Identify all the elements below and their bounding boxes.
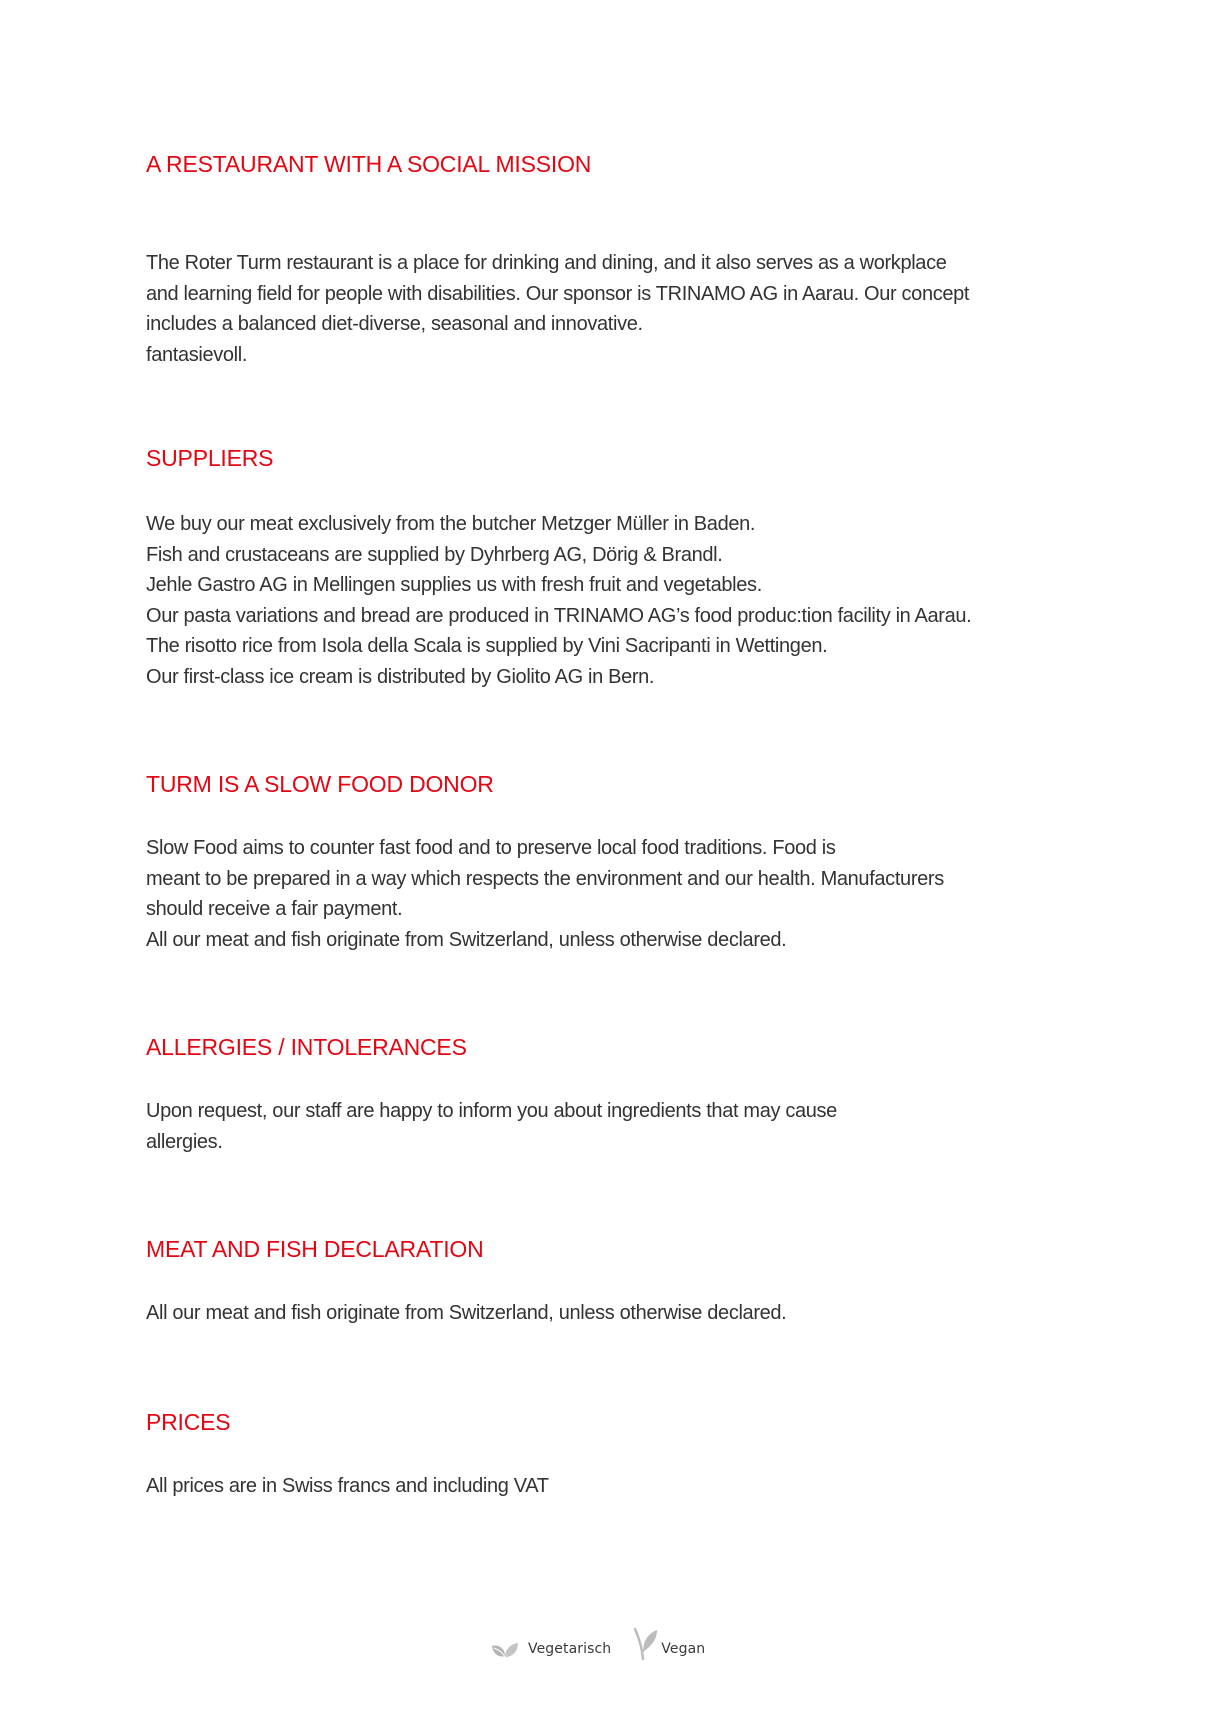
text-line: includes a balanced diet-diverse, seasonal and innovative. xyxy=(146,313,643,335)
text-line: Slow Food aims to counter fast food and to preserve local food traditions. Food is xyxy=(146,837,836,859)
legend-vegan xyxy=(633,1628,705,1660)
text-line: meant to be prepared in a way which respects the environment and our health. Manufacturers xyxy=(146,867,944,890)
text-line: allergies. xyxy=(146,1130,223,1153)
heading-meat-fish: MEAT AND FISH DECLARATION xyxy=(146,1236,484,1262)
legend-vegetarian-label: Vegetarisch xyxy=(528,1641,612,1657)
text-line: should receive a fair payment. xyxy=(146,898,403,920)
vegan-sprout-icon xyxy=(633,1628,659,1660)
paragraph-social-mission xyxy=(146,248,1146,370)
legend-vegetarian xyxy=(490,1640,611,1660)
section-meat-fish xyxy=(146,1235,1146,1263)
diet-legend xyxy=(490,1626,727,1660)
text-line: We buy our meat exclusively from the butcher Metzger Müller in Baden. xyxy=(146,513,756,535)
section-slow-food xyxy=(146,770,1146,798)
section-prices xyxy=(146,1408,1146,1436)
text-line: fantasievoll. xyxy=(146,343,248,366)
paragraph-prices xyxy=(146,1471,1146,1502)
text-line: The Roter Turm restaurant is a place for drinking and dining, and it also serves as a workplace xyxy=(146,252,947,274)
legend-vegan-label: Vegan xyxy=(661,1641,706,1657)
text-line: The risotto rice from Isola della Scala is supplied by Vini Sacripanti in Wettingen. xyxy=(146,635,828,657)
text-line: Fish and crustaceans are supplied by Dyhrberg AG, Dörig & Brandl. xyxy=(146,543,723,566)
paragraph-suppliers xyxy=(146,509,1146,692)
heading-social-mission: A RESTAURANT WITH A SOCIAL MISSION xyxy=(146,151,592,177)
heading-prices: PRICES xyxy=(146,1409,231,1435)
heading-suppliers: SUPPLIERS xyxy=(146,445,274,471)
text-line: and learning field for people with disabilities. Our sponsor is TRINAMO AG in Aarau. Our concept xyxy=(146,282,970,305)
paragraph-allergies xyxy=(146,1096,1146,1157)
text-line: Jehle Gastro AG in Mellingen supplies us with fresh fruit and vegetables. xyxy=(146,574,762,596)
section-suppliers xyxy=(146,444,1146,472)
heading-slow-food: TURM IS A SLOW FOOD DONOR xyxy=(146,771,494,797)
vegetarian-leaf-icon xyxy=(490,1642,520,1660)
section-social-mission xyxy=(146,150,1146,178)
text-line: Upon request, our staff are happy to inform you about ingredients that may cause xyxy=(146,1100,837,1122)
text-line: All our meat and fish originate from Switzerland, unless otherwise declared. xyxy=(146,928,787,951)
paragraph-meat-fish xyxy=(146,1298,1146,1329)
text-line: Our first-class ice cream is distributed by Giolito AG in Bern. xyxy=(146,665,655,688)
paragraph-slow-food xyxy=(146,833,1146,955)
text-line: All our meat and fish originate from Switzerland, unless otherwise declared. xyxy=(146,1302,787,1324)
text-line: All prices are in Swiss francs and including VAT xyxy=(146,1475,549,1497)
section-allergies xyxy=(146,1033,1146,1061)
text-line: Our pasta variations and bread are produced in TRINAMO AG’s food produc:tion facility in Aarau. xyxy=(146,604,972,627)
heading-allergies: ALLERGIES / INTOLERANCES xyxy=(146,1034,467,1060)
